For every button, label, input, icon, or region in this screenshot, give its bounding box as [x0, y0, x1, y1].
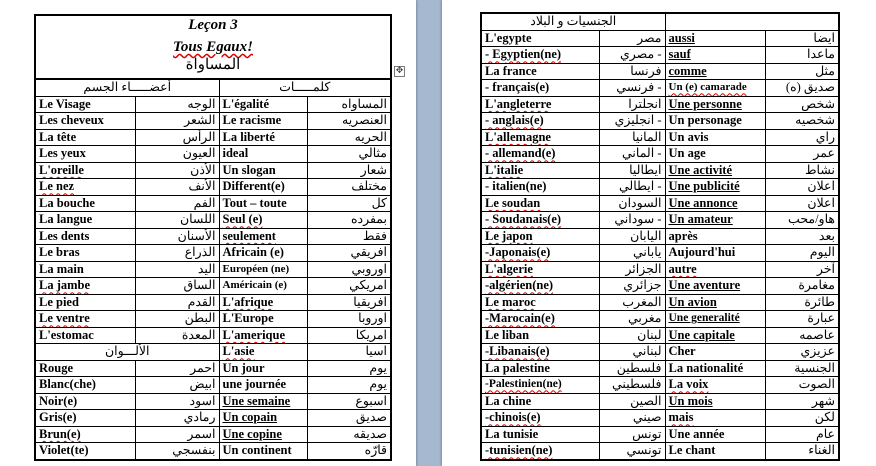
- ar-cell: الجنسية: [765, 360, 839, 377]
- table-row: [481, 360, 839, 377]
- fr-cell: Un amateur: [665, 212, 765, 229]
- ar-cell: لبناني: [599, 344, 665, 361]
- table-row: [35, 228, 391, 245]
- ar-cell: ماعدا: [765, 47, 839, 64]
- fr-cell: Européen (ne): [219, 261, 307, 278]
- lesson-title: Leçon 3: [188, 17, 238, 33]
- ar-cell: السودان: [599, 195, 665, 212]
- table-row: [35, 410, 391, 427]
- fr-cell: -tunisien(ne): [481, 443, 599, 460]
- fr-cell: Un copain: [219, 410, 307, 427]
- ar-cell: بنفسجي: [135, 443, 219, 460]
- table-row: [35, 113, 391, 130]
- fr-cell: Brun(e): [35, 426, 135, 443]
- ar-cell: مصر: [599, 30, 665, 47]
- fr-cell: - français(e): [481, 80, 599, 97]
- table-row: [481, 245, 839, 262]
- fr-cell: Une copine: [219, 426, 307, 443]
- header-blank: [665, 13, 839, 30]
- ar-cell: اعلان: [765, 179, 839, 196]
- ar-cell: الأسنان: [135, 228, 219, 245]
- table-row: [35, 278, 391, 295]
- ar-cell: عاصمه: [765, 327, 839, 344]
- fr-cell: Blanc(che): [35, 377, 135, 394]
- fr-cell: Un avion: [665, 294, 765, 311]
- table-row: [35, 195, 391, 212]
- fr-cell: Une semaine: [219, 393, 307, 410]
- fr-cell: Une année: [665, 426, 765, 443]
- table-row: [35, 344, 391, 361]
- table-row: [481, 63, 839, 80]
- fr-cell: une journée: [219, 377, 307, 394]
- fr-cell: Seul (e): [219, 212, 307, 229]
- ar-cell: الساق: [135, 278, 219, 295]
- ar-cell: قارّه: [307, 443, 391, 460]
- table-row: [35, 96, 391, 113]
- fr-cell: ideal: [219, 146, 307, 163]
- fr-cell: Violet(te): [35, 443, 135, 460]
- ar-cell: الحريه: [307, 129, 391, 146]
- fr-cell: autre: [665, 261, 765, 278]
- ar-cell: مثل: [765, 63, 839, 80]
- fr-cell: aussi: [665, 30, 765, 47]
- ar-cell: فلسطين: [599, 360, 665, 377]
- ar-cell: مختلف: [307, 179, 391, 196]
- fr-cell: L'angleterre: [481, 96, 599, 113]
- fr-cell: comme: [665, 63, 765, 80]
- ar-cell: يوم: [307, 377, 391, 394]
- ar-cell: انجلترا: [599, 96, 665, 113]
- fr-cell: Une capitale: [665, 327, 765, 344]
- ar-cell: تونس: [599, 426, 665, 443]
- ar-cell: الفم: [135, 195, 219, 212]
- table-row: [35, 426, 391, 443]
- lesson-header: [34, 14, 392, 78]
- ar-cell: الشعر: [135, 113, 219, 130]
- table-row: [35, 393, 391, 410]
- fr-cell: L'algerie: [481, 261, 599, 278]
- fr-cell: -algérien(ne): [481, 278, 599, 295]
- table-row: [481, 30, 839, 47]
- fr-cell: Aujourd'hui: [665, 245, 765, 262]
- fr-cell: La nationalité: [665, 360, 765, 377]
- fr-cell: La liberté: [219, 129, 307, 146]
- fr-cell: Le Visage: [35, 96, 135, 113]
- ar-cell: اوروبي: [307, 261, 391, 278]
- ar-cell: فقط: [307, 228, 391, 245]
- table-row: [481, 96, 839, 113]
- body-parts-header: أعضـــــاء الجسم: [35, 79, 219, 96]
- fr-cell: Les dents: [35, 228, 135, 245]
- table-row: [481, 146, 839, 163]
- ar-cell: لكن: [765, 410, 839, 427]
- fr-cell: -Marocain(e): [481, 311, 599, 328]
- fr-cell: - italien(ne): [481, 179, 599, 196]
- fr-cell: L'afrique: [219, 294, 307, 311]
- fr-cell: Une activité: [665, 162, 765, 179]
- fr-cell: L'egypte: [481, 30, 599, 47]
- table-row: [481, 162, 839, 179]
- ar-cell: العنصريه: [307, 113, 391, 130]
- fr-cell: Le chant: [665, 443, 765, 460]
- ar-cell: افريقي: [307, 245, 391, 262]
- table-row: [35, 261, 391, 278]
- fr-cell: Le bras: [35, 245, 135, 262]
- ar-cell: لبنان: [599, 327, 665, 344]
- fr-cell: Un continent: [219, 443, 307, 460]
- fr-cell: Le pied: [35, 294, 135, 311]
- ar-cell: اللسان: [135, 212, 219, 229]
- table-row: [481, 179, 839, 196]
- fr-cell: Le liban: [481, 327, 599, 344]
- fr-cell: La tête: [35, 129, 135, 146]
- ar-cell: - انجليزي: [599, 113, 665, 130]
- ar-cell: صيني: [599, 410, 665, 427]
- table-row: [35, 162, 391, 179]
- ar-cell: الأنف: [135, 179, 219, 196]
- words-header: كلمـــــات: [219, 79, 391, 96]
- table-move-handle-icon[interactable]: ✥: [395, 66, 404, 76]
- ar-cell: البطن: [135, 311, 219, 328]
- ar-cell: - الماني: [599, 146, 665, 163]
- ar-cell: عمر: [765, 146, 839, 163]
- fr-cell: Africain (e): [219, 245, 307, 262]
- table-row: [481, 327, 839, 344]
- ar-cell: هاو/محب: [765, 212, 839, 229]
- ar-cell: شخصيه: [765, 113, 839, 130]
- fr-cell: La langue: [35, 212, 135, 229]
- fr-cell: L'amerique: [219, 327, 307, 344]
- table-row: [481, 212, 839, 229]
- ar-cell: شعار: [307, 162, 391, 179]
- table-row: [481, 278, 839, 295]
- fr-cell: - anglais(e): [481, 113, 599, 130]
- ar-cell: اليوم: [765, 245, 839, 262]
- ar-cell: صديقه: [307, 426, 391, 443]
- fr-cell: La tunisie: [481, 426, 599, 443]
- ar-cell: عام: [765, 426, 839, 443]
- ar-cell: ايضا: [765, 30, 839, 47]
- fr-cell: La bouche: [35, 195, 135, 212]
- ar-cell: اسيا: [307, 344, 391, 361]
- ar-cell: مغربي: [599, 311, 665, 328]
- table-row: [481, 344, 839, 361]
- fr-cell: Gris(e): [35, 410, 135, 427]
- fr-cell: Une aventure: [665, 278, 765, 295]
- fr-cell: Le soudan: [481, 195, 599, 212]
- document-page-left: [0, 0, 416, 466]
- ar-cell: تونسي: [599, 443, 665, 460]
- table-row: [35, 327, 391, 344]
- ar-cell: نشاط: [765, 162, 839, 179]
- fr-cell: Noir(e): [35, 393, 135, 410]
- ar-cell: بعد: [765, 228, 839, 245]
- fr-cell: Le ventre: [35, 311, 135, 328]
- ar-cell: امريكا: [307, 327, 391, 344]
- ar-cell: صديق: [307, 410, 391, 427]
- fr-cell: L'asie: [219, 344, 307, 361]
- table-row: [481, 426, 839, 443]
- ar-cell: كل: [307, 195, 391, 212]
- table-row: [481, 228, 839, 245]
- lesson-subtitle: Tous Egaux!: [173, 39, 253, 55]
- fr-cell: La palestine: [481, 360, 599, 377]
- ar-cell: الأذن: [135, 162, 219, 179]
- fr-cell: Cher: [665, 344, 765, 361]
- fr-cell: L'allemagne: [481, 129, 599, 146]
- fr-cell: Un jour: [219, 360, 307, 377]
- table-row: [35, 146, 391, 163]
- ar-cell: القدم: [135, 294, 219, 311]
- table-row: [35, 179, 391, 196]
- nationalities-header: الجنسيات و البلاد: [481, 13, 665, 30]
- fr-cell: Rouge: [35, 360, 135, 377]
- fr-cell: La france: [481, 63, 599, 80]
- ar-cell: المغرب: [599, 294, 665, 311]
- fr-cell: L'italie: [481, 162, 599, 179]
- fr-cell: La main: [35, 261, 135, 278]
- ar-cell: اسبوع: [307, 393, 391, 410]
- fr-cell: L'Europe: [219, 311, 307, 328]
- fr-cell: Américain (e): [219, 278, 307, 295]
- ar-cell: احمر: [135, 360, 219, 377]
- colors-header: الألـــوان: [35, 344, 219, 361]
- fr-cell: L'oreille: [35, 162, 135, 179]
- fr-cell: Un slogan: [219, 162, 307, 179]
- fr-cell: Un (e) camarade: [665, 80, 765, 97]
- fr-cell: sauf: [665, 47, 765, 64]
- fr-cell: Un age: [665, 146, 765, 163]
- fr-cell: Une annonce: [665, 195, 765, 212]
- fr-cell: La voix: [665, 377, 765, 394]
- ar-cell: الغناء: [765, 443, 839, 460]
- fr-cell: Un avis: [665, 129, 765, 146]
- ar-cell: يوم: [307, 360, 391, 377]
- fr-cell: L'égalité: [219, 96, 307, 113]
- table-header-row: [35, 79, 391, 96]
- table-row: [35, 294, 391, 311]
- fr-cell: Une personne: [665, 96, 765, 113]
- ar-cell: المعدة: [135, 327, 219, 344]
- ar-cell: اوروبا: [307, 311, 391, 328]
- table-row: [481, 311, 839, 328]
- ar-cell: عزيزي: [765, 344, 839, 361]
- lesson-subtitle-arabic: المساواة: [185, 57, 241, 73]
- table-row: [481, 294, 839, 311]
- table-row: [35, 245, 391, 262]
- fr-cell: -Japonais(e): [481, 245, 599, 262]
- table-row: [481, 377, 839, 394]
- ar-cell: - ايطالي: [599, 179, 665, 196]
- ar-cell: افريقيا: [307, 294, 391, 311]
- ar-cell: مثالي: [307, 146, 391, 163]
- ar-cell: آخر: [765, 261, 839, 278]
- table-row: [481, 261, 839, 278]
- ar-cell: صديق (ه): [765, 80, 839, 97]
- ar-cell: فرنسا: [599, 63, 665, 80]
- table-row: [35, 129, 391, 146]
- fr-cell: Le nez: [35, 179, 135, 196]
- fr-cell: -Libanais(e): [481, 344, 599, 361]
- table-row: [35, 360, 391, 377]
- ar-cell: ابيض: [135, 377, 219, 394]
- fr-cell: -chinois(e): [481, 410, 599, 427]
- ar-cell: ياباني: [599, 245, 665, 262]
- document-page-right: [442, 0, 876, 466]
- fr-cell: -Palestinien(ne): [481, 377, 599, 394]
- fr-cell: Le japon: [481, 228, 599, 245]
- ar-cell: الذراع: [135, 245, 219, 262]
- ar-cell: شخص: [765, 96, 839, 113]
- ar-cell: - فرنسي: [599, 80, 665, 97]
- table-row: [35, 212, 391, 229]
- table-row: [481, 80, 839, 97]
- ar-cell: اعلان: [765, 195, 839, 212]
- ar-cell: جزائري: [599, 278, 665, 295]
- ar-cell: طائرة: [765, 294, 839, 311]
- table-row: [481, 393, 839, 410]
- ar-cell: رمادي: [135, 410, 219, 427]
- table-row: [35, 311, 391, 328]
- fr-cell: - allemand(e): [481, 146, 599, 163]
- fr-cell: seulement: [219, 228, 307, 245]
- fr-cell: Le racisme: [219, 113, 307, 130]
- fr-cell: La chine: [481, 393, 599, 410]
- ar-cell: ايطاليا: [599, 162, 665, 179]
- table-row: [35, 377, 391, 394]
- table-row: [481, 113, 839, 130]
- fr-cell: Un personage: [665, 113, 765, 130]
- fr-cell: Le maroc: [481, 294, 599, 311]
- table-row: [481, 195, 839, 212]
- ar-cell: اليد: [135, 261, 219, 278]
- ar-cell: المساواه: [307, 96, 391, 113]
- fr-cell: Different(e): [219, 179, 307, 196]
- table-row: [481, 443, 839, 460]
- fr-cell: La jambe: [35, 278, 135, 295]
- fr-cell: Tout – toute: [219, 195, 307, 212]
- ar-cell: شهر: [765, 393, 839, 410]
- ar-cell: المانيا: [599, 129, 665, 146]
- ar-cell: الجزائر: [599, 261, 665, 278]
- ar-cell: الصين: [599, 393, 665, 410]
- table-header-row: [481, 13, 839, 30]
- table-row: [35, 443, 391, 460]
- ar-cell: اليابان: [599, 228, 665, 245]
- fr-cell: après: [665, 228, 765, 245]
- ar-cell: بمفرده: [307, 212, 391, 229]
- table-row: [481, 47, 839, 64]
- ar-cell: الصوت: [765, 377, 839, 394]
- table-row: [481, 410, 839, 427]
- fr-cell: Les yeux: [35, 146, 135, 163]
- ar-cell: الرأس: [135, 129, 219, 146]
- fr-cell: Un mois: [665, 393, 765, 410]
- ar-cell: امريكي: [307, 278, 391, 295]
- fr-cell: mais: [665, 410, 765, 427]
- ar-cell: عبارة: [765, 311, 839, 328]
- ar-cell: اسود: [135, 393, 219, 410]
- ar-cell: راي: [765, 129, 839, 146]
- vocab-table-nationalities: [480, 12, 840, 461]
- ar-cell: - سوداني: [599, 212, 665, 229]
- fr-cell: - Soudanais(e): [481, 212, 599, 229]
- ar-cell: مغامرة: [765, 278, 839, 295]
- ar-cell: العيون: [135, 146, 219, 163]
- vocab-table-lesson: [34, 78, 392, 461]
- fr-cell: Une publicité: [665, 179, 765, 196]
- ar-cell: الوجه: [135, 96, 219, 113]
- ar-cell: اسمر: [135, 426, 219, 443]
- fr-cell: L'estomac: [35, 327, 135, 344]
- ar-cell: فلسطيني: [599, 377, 665, 394]
- fr-cell: - Egyptien(ne): [481, 47, 599, 64]
- fr-cell: Les cheveux: [35, 113, 135, 130]
- table-row: [481, 129, 839, 146]
- fr-cell: Une generalité: [665, 311, 765, 328]
- ar-cell: - مصري: [599, 47, 665, 64]
